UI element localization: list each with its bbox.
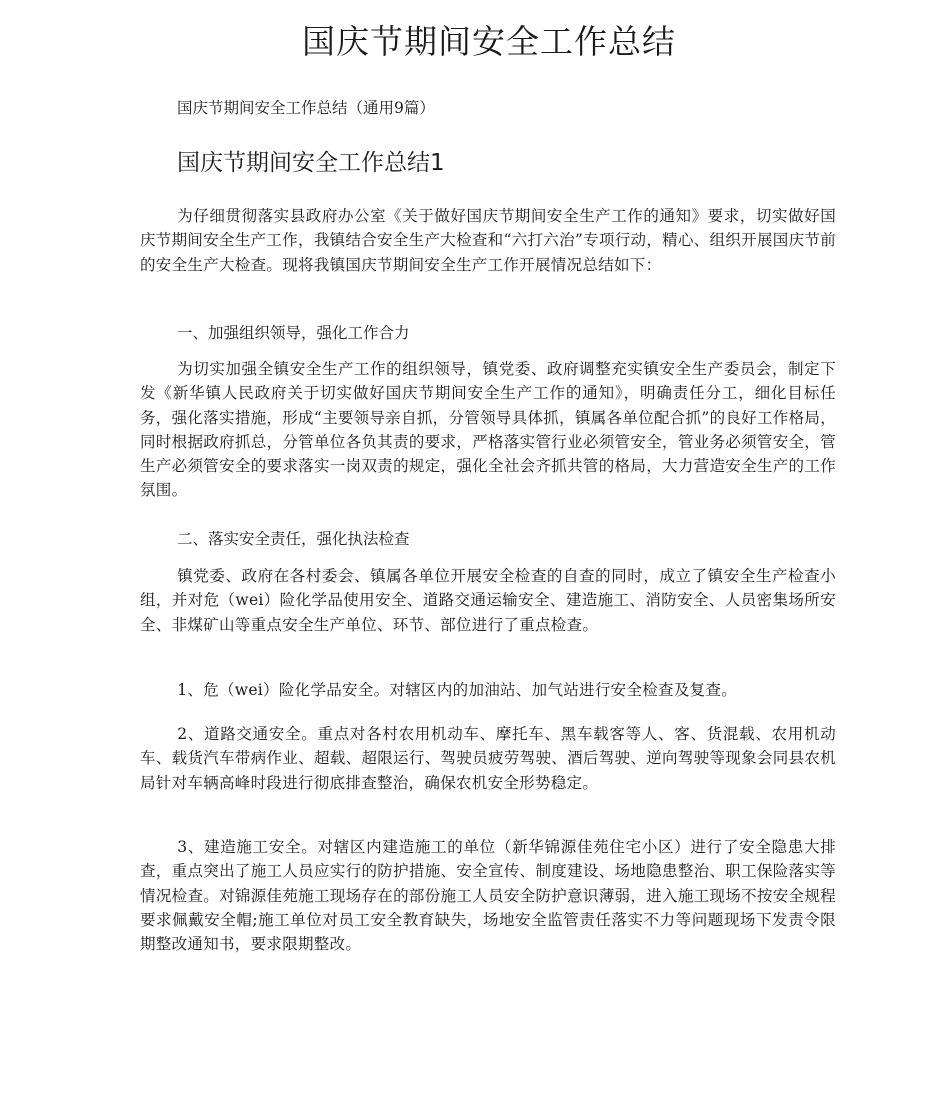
document-title: 国庆节期间安全工作总结 (302, 22, 676, 61)
organization-paragraph: 为切实加强全镇安全生产工作的组织领导，镇党委、政府调整充实镇安全生产委员会，制定下发《新华镇人民政府关于切实做好国庆节期间安全生产工作的通知》，明确责任分工，细化目标任务，强化落实措施，形成“主要领导亲自抓，分管领导具体抓，镇属各单位配合抓”的良好工作格局，同时根据政府抓总，分管单位各负其责的要求，严格落实管行业必须管安全，管业务必须管安全，管生产必须管安全的要求落实一岗双责的规定，强化全社会齐抓共管的格局，大力营造安全生产的工作氛围。 (140, 360, 836, 500)
intro-paragraph: 为仔细贯彻落实县政府办公室《关于做好国庆节期间安全生产工作的通知》要求，切实做好国庆节期间安全生产工作，我镇结合安全生产大检查和“六打六治”专项行动，精心、组织开展国庆节前的安全生产大检查。现将我镇国庆节期间安全生产工作开展情况总结如下： (140, 207, 836, 274)
heading-inspection: 二、落实安全责任，强化执法检查 (177, 530, 410, 548)
construction-safety-paragraph: 3、建造施工安全。对辖区内建造施工的单位（新华锦源佳苑住宅小区）进行了安全隐患大排查，重点突出了施工人员应实行的防护措施、安全宣传、制度建设、场地隐患整治、职工保险落实等情况检查。对锦源佳苑施工现场存在的部份施工人员安全防护意识薄弱，进入施工现场不按安全规程要求佩戴安全帽;施工单位对员工安全教育缺失，场地安全监管责任落实不力等问题现场下发责令限期整改通知书，要求限期整改。 (140, 838, 836, 954)
road-safety-paragraph: 2、道路交通安全。重点对各村农用机动车、摩托车、黑车载客等人、客、货混载、农用机动车、载货汽车带病作业、超载、超限运行、驾驶员疲劳驾驶、酒后驾驶、逆向驾驶等现象会同县农机局针对车辆高峰时段进行彻底排查整治，确保农机安全形势稳定。 (140, 725, 836, 792)
section-title: 国庆节期间安全工作总结1 (177, 150, 445, 176)
document-subtitle: 国庆节期间安全工作总结（通用9篇） (177, 99, 435, 117)
heading-organization: 一、加强组织领导，强化工作合力 (177, 324, 410, 342)
inspection-paragraph: 镇党委、政府在各村委会、镇属各单位开展安全检查的自查的同时，成立了镇安全生产检查小组，并对危（wei）险化学品使用安全、道路交通运输安全、建造施工、消防安全、人员密集场所安全、非煤矿山等重点安全生产单位、环节、部位进行了重点检查。 (140, 567, 836, 634)
chemical-safety-paragraph: 1、危（wei）险化学品安全。对辖区内的加油站、加气站进行安全检查及复查。 (177, 681, 738, 699)
